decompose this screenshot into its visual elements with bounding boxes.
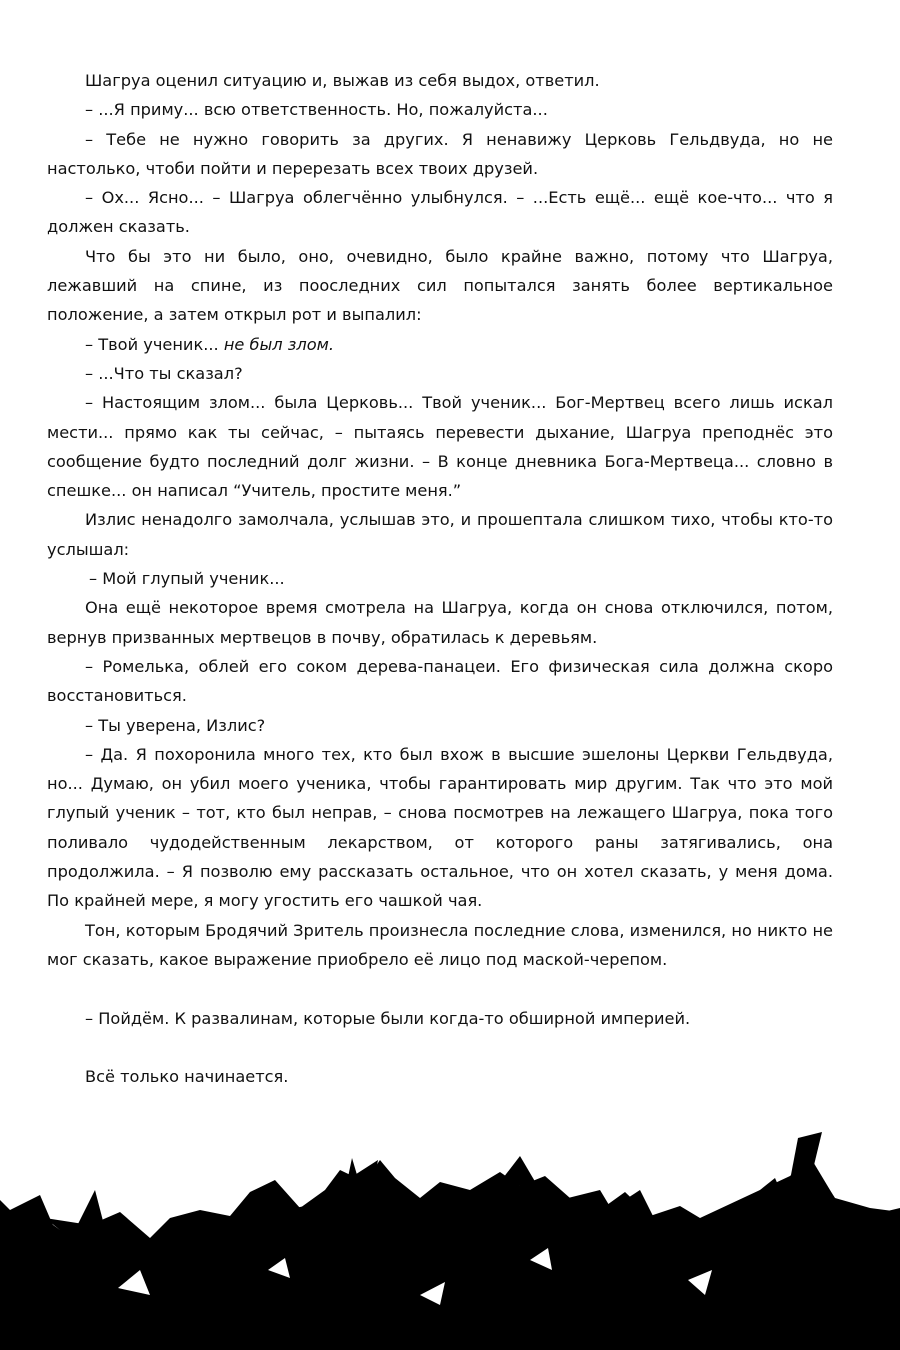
paragraph-13: – Ты уверена, Излис? (85, 715, 266, 735)
paragraph-8: – Настоящим злом... была Церковь... Твой ученик... Бог-Мертвец всего лишь искал мести... прямо как ты сейчас, – пытаясь перевести дыхание, Шагруа преподнёс это сообщение будто последний долг жизни. – В конце дневника Бога-Мертвеца... словно в спешке... он написал “Учитель, простите меня.” (47, 393, 833, 501)
paragraph-2: – ...Я приму... всю ответственность. Но, пожалуйста... (85, 100, 548, 120)
paragraph-3: – Тебе не нужно говорить за других. Я ненавижу Церковь Гельдвуда, но не настолько, чтоби пойти и перерезать всех твоих друзей. (47, 129, 833, 178)
paragraph-12: – Ромелька, облей его соком дерева-панацеи. Его физическая сила должна скоро восстановиться. (47, 656, 833, 706)
ruins-silhouette-illustration (0, 1120, 900, 1350)
paragraph-9: Излис ненадолго замолчала, услышав это, и прошептала слишком тихо, чтобы кто-то услышал: (47, 510, 833, 559)
paragraph-10: – Мой глупый ученик... (89, 569, 285, 589)
paragraph-14: – Да. Я похоронила много тех, кто был вхож в высшие эшелоны Церкви Гельдвуда, но... Думаю, он убил моего ученика, чтобы гарантировать мир другим. Так что это мой глупый ученик – тот, кто был неправ, – снова посмотрев на лежащего Шагруа, пока того поливало чудодейственным лекарством, от которого раны затягивались, она продолжила. – Я позволю ему рассказать остальное, что он хотел сказать, у меня дома. По крайней мере, я могу угостить его чашкой чая. (47, 744, 833, 911)
paragraph-5: Что бы это ни было, оно, очевидно, было крайне важно, потому что Шагруа, лежавший на спине, из поoследних сил попытался занять более вертикальное положение, а затем открыл рот и выпалил: (47, 246, 833, 325)
paragraph-15: Тон, которым Бродячий Зритель произнесла последние слова, изменился, но никто не мог сказать, какое выражение приобрело её лицо под маской-черепом. (47, 920, 833, 969)
paragraph-16: – Пойдём. К развалинам, которые были когда-то обширной империей. (85, 1008, 691, 1028)
paragraph-17: Всё только начинается. (85, 1067, 289, 1087)
paragraph-6 (47, 330, 833, 359)
paragraph-11: Она ещё некоторое время смотрела на Шагруа, когда он снова отключился, потом, вернув призванных мертвецов в почву, обратилась к деревьям. (47, 598, 833, 647)
paragraph-1: Шагруа оценил ситуацию и, выжав из себя выдох, ответил. (85, 71, 600, 90)
paragraph-6-italic: не был злом. (223, 334, 334, 354)
paragraph-6-text: – Твой ученик... (85, 334, 224, 354)
book-page-text (47, 66, 833, 1091)
paragraph-7: – ...Что ты сказал? (85, 363, 243, 383)
paragraph-4: – Ох... Ясно... – Шагруа облегчённо улыбнулся. – ...Есть ещё... ещё кое-что... что я должен сказать. (47, 188, 833, 237)
